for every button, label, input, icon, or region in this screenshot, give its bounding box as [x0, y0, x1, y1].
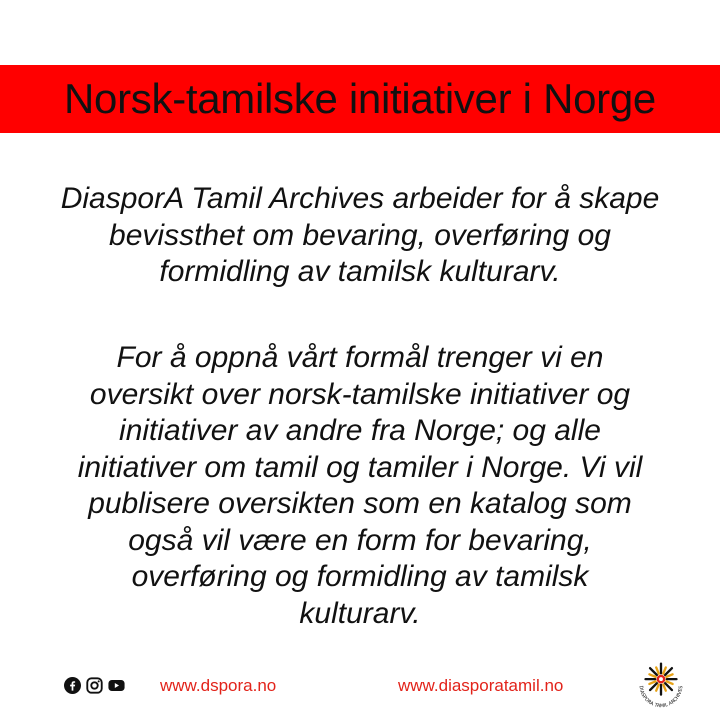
paragraph-line: initiativer om tamil og tamiler i Norge. Vi vil	[77, 450, 643, 484]
paragraph-line: overføring og formidling av tamilsk	[131, 560, 589, 593]
intro-paragraph	[40, 181, 680, 291]
paragraph-line: DiasporA Tamil Archives arbeider for å skape	[60, 182, 660, 215]
purpose-paragraph	[40, 340, 680, 632]
paragraph-line: initiativer av andre fra Norge; og alle	[119, 414, 601, 447]
instagram-icon[interactable]	[86, 677, 103, 694]
diaspora-tamil-archives-logo	[632, 653, 690, 711]
paragraph-line: publisere oversikten som en katalog som	[88, 487, 632, 520]
logo-text: DIASPORA TAMIL ARCHIVES	[637, 685, 685, 710]
footer	[0, 665, 720, 710]
social-icons	[64, 677, 125, 694]
paragraph-line: formidling av tamilsk kulturarv.	[159, 255, 561, 288]
paragraph-line: også vil være en form for bevaring,	[128, 523, 592, 557]
page-title: Norsk-tamilske initiativer i Norge	[64, 75, 656, 122]
dspora-link[interactable]: www.dspora.no	[160, 676, 277, 695]
paragraph-line: For å oppnå vårt formål trenger vi en	[116, 341, 604, 374]
title-banner	[0, 65, 720, 133]
paragraph-line: bevissthet om bevaring, overføring og	[109, 218, 611, 252]
paragraph-line: kulturarv.	[299, 596, 421, 630]
youtube-icon[interactable]	[108, 677, 125, 694]
paragraph-line: oversikt over norsk-tamilske initiativer og	[89, 377, 631, 411]
facebook-icon[interactable]	[64, 677, 81, 694]
diasporatamil-link[interactable]: www.diasporatamil.no	[398, 676, 564, 695]
